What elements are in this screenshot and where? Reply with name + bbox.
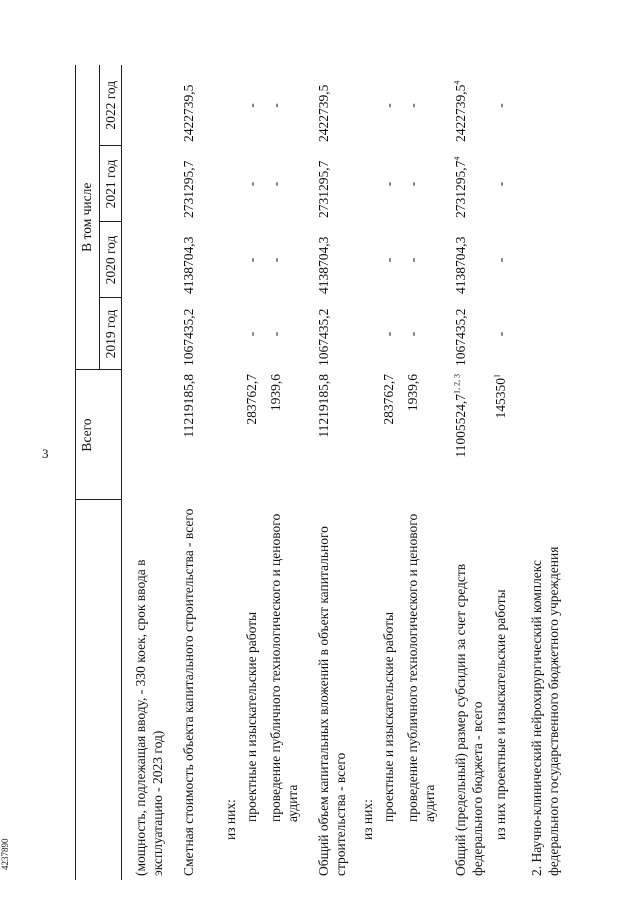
header-including: В том числе [76, 65, 100, 370]
row-2019: - [243, 331, 259, 337]
row-2019 [122, 298, 172, 370]
row-total: 1939,6 [267, 374, 283, 412]
table-row [265, 65, 309, 880]
row-description: Общий объем капитальных вложений в объект капитального строительства - всего [315, 526, 348, 876]
row-2021 [122, 146, 172, 222]
table-row [216, 65, 241, 880]
row-2022-cell [446, 65, 490, 146]
row-description: проектные и изыскательские работы [380, 611, 396, 822]
table-row [524, 65, 568, 880]
row-total: 283762,7 [380, 374, 396, 425]
header-total: Всего [76, 370, 122, 500]
footnote-ref: 1, 2, 3 [452, 374, 461, 394]
footnote-ref: 4 [452, 156, 461, 161]
header-year-2020: 2020 год [100, 222, 122, 298]
row-total: 11219185,8 [315, 374, 331, 438]
row-description: Общий (предельный) размер субсидии за счет средств федерального бюджета - всего [452, 563, 485, 876]
budget-table [75, 65, 568, 880]
row-2022: 2422739,5 [452, 84, 468, 142]
header-year-2021: 2021 год [100, 146, 122, 222]
document-code: 4237890 [0, 838, 10, 870]
row-2021 [524, 146, 568, 222]
table-row [353, 65, 378, 880]
row-total [122, 370, 172, 500]
table-row [446, 65, 490, 880]
header-description-cell [76, 500, 122, 880]
row-2021: 2731295,7 [452, 160, 468, 218]
table-row [378, 65, 402, 880]
page-number: 3 [42, 446, 49, 461]
row-2020: 4138704,3 [315, 236, 331, 294]
row-2021: - [380, 181, 396, 187]
row-2019 [216, 298, 241, 370]
row-2019: 1067435,2 [180, 308, 196, 366]
row-description: проведение публичного технологического и ценового аудита [404, 513, 437, 822]
row-total: 11219185,8 [180, 374, 196, 438]
row-total: 145350 [492, 378, 508, 419]
row-2020 [216, 222, 241, 298]
footnote-ref: 1 [492, 374, 501, 378]
row-2019: 1067435,2 [452, 308, 468, 366]
footnote-ref: 4 [452, 80, 461, 85]
row-2019: - [267, 331, 283, 337]
row-2020: - [243, 257, 259, 263]
row-total [216, 370, 241, 500]
row-2020: - [267, 257, 283, 263]
row-2021: 2731295,7 [315, 160, 331, 218]
row-2019: - [380, 331, 396, 337]
row-description: 2. Научно-клинический нейрохирургический комплекс федерального государственного бюджетного учреждения [528, 546, 561, 876]
row-2020: 4138704,3 [452, 236, 468, 294]
row-total: 11005524,7 [452, 394, 468, 458]
row-total-cell [490, 370, 524, 500]
table-row [122, 65, 172, 880]
row-2021: - [243, 181, 259, 187]
row-total [353, 370, 378, 500]
header-year-2022: 2022 год [100, 65, 122, 146]
row-2022: - [404, 103, 420, 108]
row-2021: - [404, 181, 420, 187]
table-row [241, 65, 265, 880]
row-2022 [353, 65, 378, 146]
row-2021-cell [446, 146, 490, 222]
rotated-table-container [75, 65, 605, 880]
row-2022 [524, 65, 568, 146]
row-2022: 2422739,5 [180, 84, 196, 142]
table-row [490, 65, 524, 880]
row-2019: 1067435,2 [315, 308, 331, 366]
row-description: из них: [222, 799, 238, 840]
table-row [172, 65, 216, 880]
row-2020 [353, 222, 378, 298]
row-2019 [524, 298, 568, 370]
row-2020: - [380, 257, 396, 263]
row-2022 [122, 65, 172, 146]
row-2020 [524, 222, 568, 298]
row-2021: - [267, 181, 283, 187]
row-description: из них: [359, 799, 375, 840]
row-description: проектные и изыскательские работы [243, 611, 259, 822]
row-total [524, 370, 568, 500]
table-row [402, 65, 446, 880]
row-description: проведение публичного технологического и ценового аудита [267, 513, 300, 822]
row-2022: - [492, 103, 508, 108]
row-2021: 2731295,7 [180, 160, 196, 218]
row-2020 [122, 222, 172, 298]
row-2022 [216, 65, 241, 146]
row-2021 [216, 146, 241, 222]
row-2019: - [492, 331, 508, 337]
row-total-cell [446, 370, 490, 500]
row-2022: - [380, 103, 396, 108]
row-2020: - [404, 257, 420, 263]
header-year-2019: 2019 год [100, 298, 122, 370]
row-total: 1939,6 [404, 374, 420, 412]
row-description: (мощность, подлежащая вводу, - 330 коек, срок ввода в эксплуатацию - 2023 год) [133, 559, 165, 876]
row-2020: - [492, 257, 508, 263]
row-2022: - [267, 103, 283, 108]
row-2021: - [492, 181, 508, 187]
row-2021 [353, 146, 378, 222]
row-2020: 4138704,3 [180, 236, 196, 294]
table-row [309, 65, 353, 880]
row-description: Сметная стоимость объекта капитального строительства - всего [180, 508, 196, 876]
row-2022: 2422739,5 [315, 84, 331, 142]
row-2019 [353, 298, 378, 370]
row-2019: - [404, 331, 420, 337]
row-description: из них проектные и изыскательские работы [492, 589, 508, 840]
row-2022: - [243, 103, 259, 108]
row-total: 283762,7 [243, 374, 259, 425]
